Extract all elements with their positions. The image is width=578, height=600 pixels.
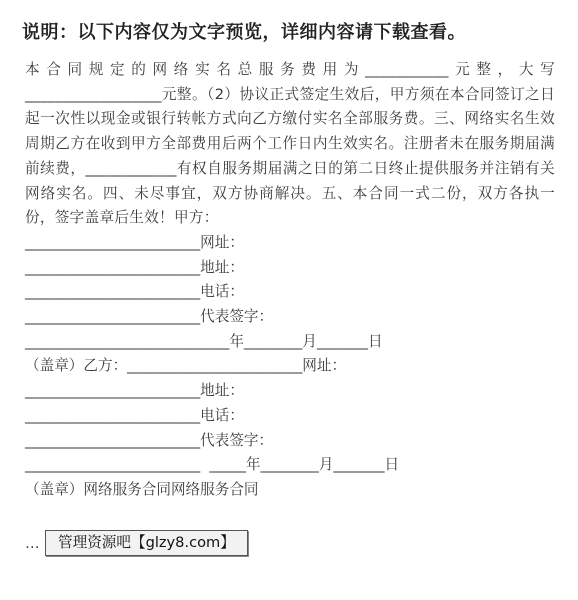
preview-notice: 说明：以下内容仅为文字预览，详细内容请下载查看。 [22, 22, 466, 43]
party-b-website-line: （盖章）乙方：________________________网址： [25, 357, 347, 375]
party-a-address-line: ________________________地址： [25, 258, 244, 276]
footer-row [25, 530, 248, 556]
contract-paragraph: 本合同规定的网络实名总服务费用为___________元整，大写__________________元整。（2）协议正式签定生效后，甲方须在本合同签订之日起一次性以现金或银行转帐方式向乙方缴付实名全部服务费。三、网络实名生效周期乙方在收到甲方全部费用后两个工作日内生效实名。注册者未在服务期届满前续费，____________有权自服务期届满之日的第二日终止提供服务并注销有关网络实名。四、未尽事宜，双方协商解决。五、本合同一式二份，双方各执一份，签字盖章后生效！甲方： [25, 61, 555, 227]
ellipsis: … [25, 534, 40, 552]
party-a-website-line: ________________________网址： [25, 233, 244, 251]
site-badge[interactable]: 管理资源吧【glzy8.com】 [45, 530, 248, 556]
party-b-signature-line: ________________________代表签字： [25, 431, 274, 449]
party-a-signature-line: ________________________代表签字： [25, 308, 274, 326]
stamp-line: （盖章）网络服务合同网络服务合同 [25, 480, 259, 498]
party-a-date-line: ____________________________年________月_______日 [25, 332, 383, 350]
party-b-phone-line: ________________________电话： [25, 406, 244, 424]
party-b-address-line: ________________________地址： [25, 382, 244, 400]
party-a-phone-line: ________________________电话： [25, 283, 244, 301]
party-b-date-line: ________________________ _____年________月_______日 [25, 456, 400, 474]
contract-body [25, 58, 555, 503]
